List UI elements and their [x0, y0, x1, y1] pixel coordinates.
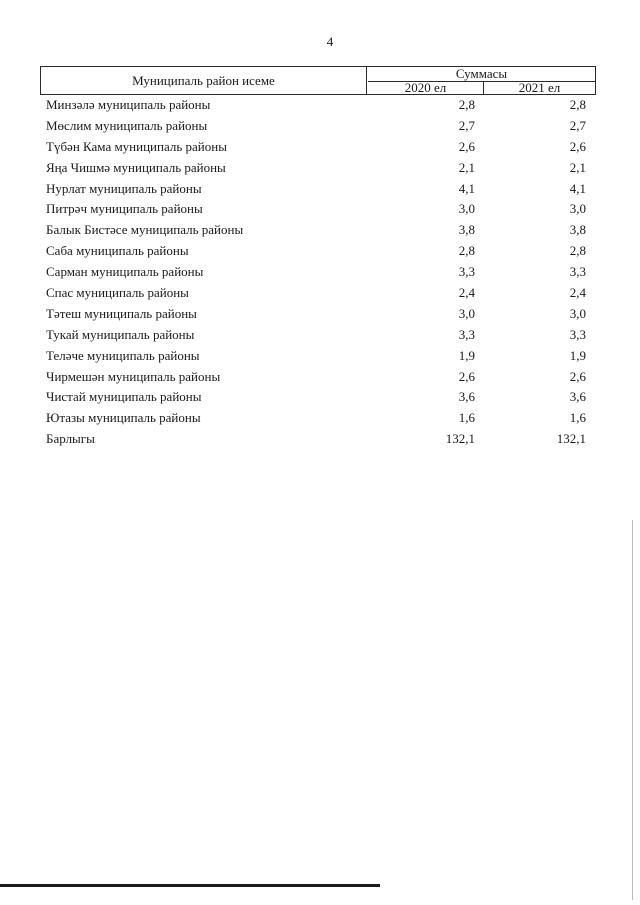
total-label: Барлыгы	[46, 431, 95, 447]
district-name: Питрәч муниципаль районы	[46, 201, 203, 217]
page-number: 4	[326, 34, 334, 49]
value-2020: 2,8	[458, 243, 475, 259]
value-2020: 1,6	[458, 410, 475, 426]
table-row	[0, 115, 640, 136]
value-2020: 2,7	[458, 117, 475, 133]
value-2021: 2,8	[569, 97, 586, 112]
value-2021: 2,7	[569, 117, 586, 133]
district-name: Чирмешән муниципаль районы	[46, 368, 221, 384]
column-header-sum: Суммасы	[368, 67, 595, 82]
value-2020: 1,9	[458, 347, 475, 363]
table-row	[0, 198, 640, 219]
value-2020: 2,1	[458, 159, 475, 175]
value-2021: 3,0	[569, 201, 586, 217]
value-2020: 3,8	[458, 222, 475, 238]
district-name: Ютазы муниципаль районы	[46, 410, 201, 426]
table-row	[0, 178, 640, 199]
table-row	[0, 94, 640, 115]
value-2020: 3,3	[458, 326, 475, 342]
value-2021: 3,8	[569, 222, 586, 238]
value-2020: 3,3	[458, 264, 475, 280]
district-name: Саба муниципаль районы	[46, 243, 189, 259]
value-2021: 2,6	[569, 138, 586, 154]
table-row	[0, 407, 640, 428]
district-name: Чистай муниципаль районы	[46, 389, 202, 405]
value-2020: 2,6	[458, 368, 475, 384]
district-name: Нурлат муниципаль районы	[46, 180, 202, 196]
value-2021: 3,3	[569, 326, 586, 342]
value-2021: 2,8	[569, 243, 586, 259]
value-2021: 2,1	[569, 159, 586, 175]
table-row	[0, 345, 640, 366]
scan-edge-line	[632, 520, 633, 900]
column-header-year-2020: 2020 ел	[368, 82, 484, 94]
table-row	[0, 366, 640, 387]
total-2021: 132,1	[556, 431, 586, 447]
table-row	[0, 324, 640, 345]
scan-bottom-line	[0, 884, 380, 887]
column-header-year-2021: 2021 ел	[518, 80, 561, 95]
table-header	[40, 66, 596, 95]
value-2020: 3,0	[458, 305, 475, 321]
table-row	[0, 303, 640, 324]
district-name: Яңа Чишмә муниципаль районы	[46, 159, 226, 175]
value-2021: 1,6	[569, 410, 586, 426]
district-name: Балык Бистәсе муниципаль районы	[46, 222, 244, 238]
value-2021: 3,3	[569, 264, 586, 280]
value-2020: 2,6	[458, 138, 475, 154]
district-name: Теләче муниципаль районы	[46, 347, 200, 363]
district-name: Минзәлә муниципаль районы	[46, 97, 211, 112]
column-header-district-name: Муниципаль район исеме	[41, 67, 367, 94]
table-row	[0, 157, 640, 178]
table-row-total	[0, 428, 640, 449]
table-row	[0, 261, 640, 282]
value-2021: 2,4	[569, 285, 586, 301]
value-2020: 2,4	[458, 285, 475, 301]
value-2021: 3,6	[569, 389, 586, 405]
district-name: Спас муниципаль районы	[46, 285, 189, 301]
district-name: Түбән Кама муниципаль районы	[46, 138, 227, 154]
value-2020: 2,8	[458, 97, 475, 112]
table-row	[0, 136, 640, 157]
value-2020: 3,6	[458, 389, 475, 405]
table-row	[0, 282, 640, 303]
value-2021: 3,0	[569, 305, 586, 321]
district-name: Тәтеш муниципаль районы	[46, 305, 197, 321]
table-row	[0, 386, 640, 407]
total-2020: 132,1	[445, 431, 475, 447]
district-name: Тукай муниципаль районы	[46, 326, 195, 342]
value-2021: 1,9	[569, 347, 586, 363]
value-2020: 3,0	[458, 201, 475, 217]
value-2020: 4,1	[458, 180, 475, 196]
value-2021: 4,1	[569, 180, 586, 196]
district-name: Сарман муниципаль районы	[46, 264, 204, 280]
district-name: Мөслим муниципаль районы	[46, 117, 208, 133]
table-body	[0, 94, 640, 449]
table-row	[0, 219, 640, 240]
value-2021: 2,6	[569, 368, 586, 384]
table-row	[0, 240, 640, 261]
